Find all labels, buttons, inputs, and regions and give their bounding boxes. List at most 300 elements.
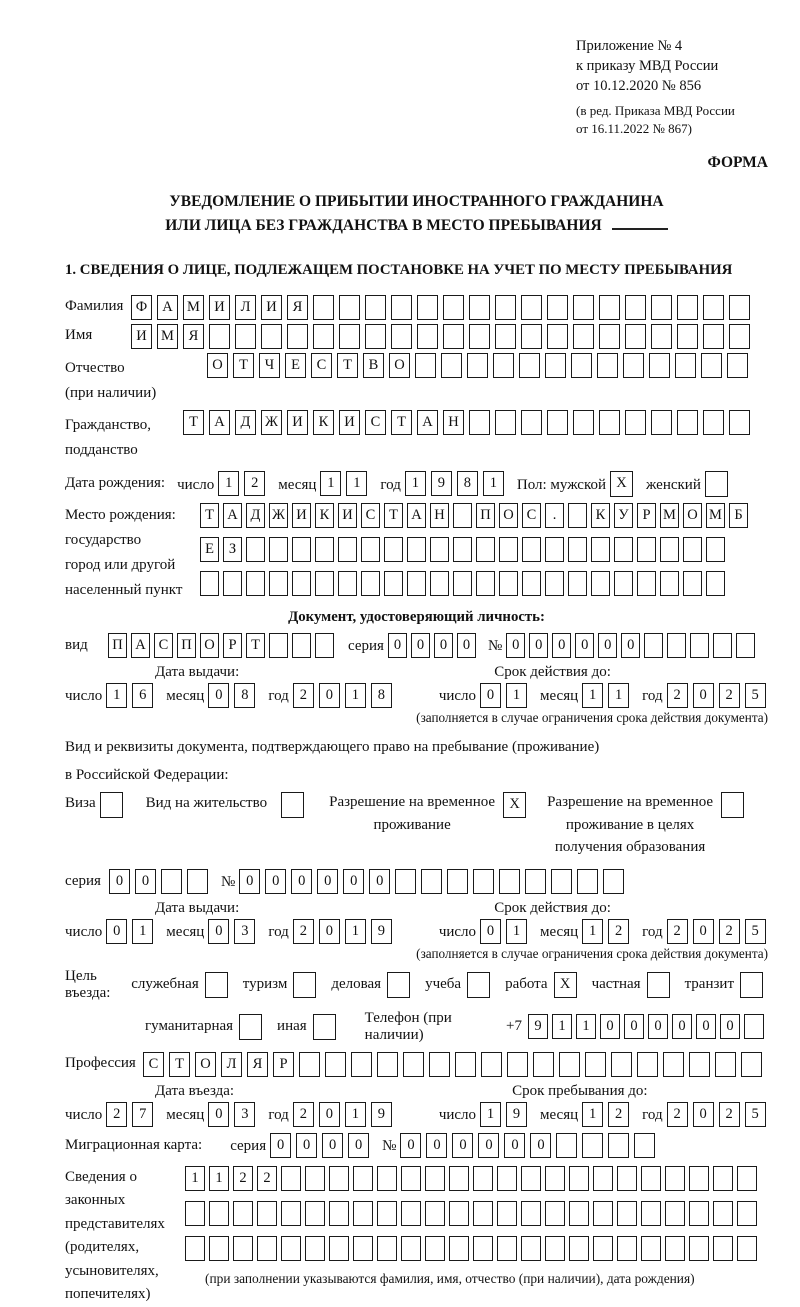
char-cell[interactable] xyxy=(521,1201,541,1226)
char-cell[interactable]: 0 xyxy=(388,633,407,658)
char-cell[interactable] xyxy=(689,1166,709,1191)
char-cell[interactable] xyxy=(651,295,672,320)
char-cell[interactable]: 0 xyxy=(506,633,525,658)
char-cell[interactable] xyxy=(495,295,516,320)
char-cell[interactable] xyxy=(703,410,724,435)
char-cell[interactable]: 0 xyxy=(478,1133,499,1158)
char-cell[interactable]: Ч xyxy=(259,353,280,378)
purpose-work-checkbox[interactable]: X xyxy=(554,972,577,998)
char-cell[interactable] xyxy=(395,869,416,894)
char-cell[interactable] xyxy=(473,1201,493,1226)
char-cell[interactable]: 1 xyxy=(582,919,603,944)
char-cell[interactable] xyxy=(233,1236,253,1261)
char-cell[interactable] xyxy=(599,295,620,320)
char-cell[interactable]: В xyxy=(363,353,384,378)
char-cell[interactable] xyxy=(637,571,656,596)
char-cell[interactable]: 2 xyxy=(233,1166,253,1191)
char-cell[interactable]: Т xyxy=(391,410,412,435)
char-cell[interactable]: 0 xyxy=(135,869,156,894)
char-cell[interactable]: 0 xyxy=(696,1014,716,1039)
char-cell[interactable] xyxy=(401,1166,421,1191)
char-cell[interactable]: Т xyxy=(169,1052,190,1077)
char-cell[interactable] xyxy=(660,571,679,596)
char-cell[interactable] xyxy=(665,1166,685,1191)
char-cell[interactable] xyxy=(377,1052,398,1077)
char-cell[interactable]: 5 xyxy=(745,683,766,708)
char-cell[interactable] xyxy=(727,353,748,378)
char-cell[interactable] xyxy=(715,1052,736,1077)
char-cell[interactable]: 2 xyxy=(608,1102,629,1127)
char-cell[interactable] xyxy=(689,1052,710,1077)
char-cell[interactable] xyxy=(269,537,288,562)
char-cell[interactable] xyxy=(292,633,311,658)
char-cell[interactable] xyxy=(361,537,380,562)
char-cell[interactable] xyxy=(499,571,518,596)
char-cell[interactable] xyxy=(545,1201,565,1226)
char-cell[interactable]: Д xyxy=(235,410,256,435)
char-cell[interactable] xyxy=(713,1201,733,1226)
char-cell[interactable]: 0 xyxy=(648,1014,668,1039)
char-cell[interactable]: 0 xyxy=(457,633,476,658)
char-cell[interactable] xyxy=(689,1236,709,1261)
char-cell[interactable] xyxy=(493,353,514,378)
char-cell[interactable]: И xyxy=(338,503,357,528)
char-cell[interactable]: Ж xyxy=(261,410,282,435)
char-cell[interactable] xyxy=(481,1052,502,1077)
char-cell[interactable]: И xyxy=(131,324,152,349)
char-cell[interactable] xyxy=(519,353,540,378)
char-cell[interactable]: 2 xyxy=(293,919,314,944)
char-cell[interactable] xyxy=(585,1052,606,1077)
char-cell[interactable]: Т xyxy=(384,503,403,528)
char-cell[interactable]: М xyxy=(706,503,725,528)
char-cell[interactable] xyxy=(495,324,516,349)
char-cell[interactable]: 1 xyxy=(132,919,153,944)
char-cell[interactable] xyxy=(521,1166,541,1191)
char-cell[interactable] xyxy=(737,1201,757,1226)
char-cell[interactable] xyxy=(401,1201,421,1226)
purpose-transit-checkbox[interactable] xyxy=(740,972,763,998)
char-cell[interactable]: 1 xyxy=(185,1166,205,1191)
char-cell[interactable] xyxy=(315,537,334,562)
char-cell[interactable] xyxy=(667,633,686,658)
char-cell[interactable] xyxy=(593,1236,613,1261)
char-cell[interactable]: С xyxy=(311,353,332,378)
char-cell[interactable] xyxy=(573,324,594,349)
char-cell[interactable]: 0 xyxy=(693,683,714,708)
char-cell[interactable] xyxy=(453,571,472,596)
char-cell[interactable] xyxy=(187,869,208,894)
male-checkbox[interactable]: X xyxy=(610,471,633,497)
char-cell[interactable]: Л xyxy=(235,295,256,320)
char-cell[interactable]: М xyxy=(183,295,204,320)
char-cell[interactable] xyxy=(577,869,598,894)
char-cell[interactable] xyxy=(430,537,449,562)
char-cell[interactable] xyxy=(623,353,644,378)
char-cell[interactable]: 0 xyxy=(208,1102,229,1127)
char-cell[interactable]: М xyxy=(660,503,679,528)
char-cell[interactable] xyxy=(185,1201,205,1226)
char-cell[interactable]: 2 xyxy=(293,683,314,708)
char-cell[interactable] xyxy=(315,633,334,658)
char-cell[interactable]: 0 xyxy=(693,919,714,944)
char-cell[interactable] xyxy=(281,1236,301,1261)
char-cell[interactable] xyxy=(729,410,750,435)
char-cell[interactable] xyxy=(522,537,541,562)
char-cell[interactable]: 0 xyxy=(480,683,501,708)
char-cell[interactable]: С xyxy=(143,1052,164,1077)
char-cell[interactable] xyxy=(455,1052,476,1077)
char-cell[interactable]: 0 xyxy=(239,869,260,894)
char-cell[interactable] xyxy=(417,324,438,349)
rvp-checkbox[interactable]: X xyxy=(503,792,526,818)
female-checkbox[interactable] xyxy=(705,471,728,497)
char-cell[interactable] xyxy=(521,1236,541,1261)
char-cell[interactable] xyxy=(703,324,724,349)
char-cell[interactable]: 5 xyxy=(745,1102,766,1127)
char-cell[interactable] xyxy=(339,295,360,320)
char-cell[interactable] xyxy=(469,324,490,349)
char-cell[interactable]: 2 xyxy=(293,1102,314,1127)
char-cell[interactable]: К xyxy=(591,503,610,528)
char-cell[interactable] xyxy=(313,295,334,320)
char-cell[interactable]: 1 xyxy=(218,471,239,496)
char-cell[interactable]: 0 xyxy=(109,869,130,894)
char-cell[interactable] xyxy=(599,410,620,435)
char-cell[interactable]: 0 xyxy=(529,633,548,658)
char-cell[interactable]: О xyxy=(499,503,518,528)
char-cell[interactable]: 1 xyxy=(483,471,504,496)
char-cell[interactable]: А xyxy=(157,295,178,320)
char-cell[interactable] xyxy=(161,869,182,894)
char-cell[interactable]: 1 xyxy=(346,471,367,496)
char-cell[interactable] xyxy=(473,1166,493,1191)
char-cell[interactable] xyxy=(533,1052,554,1077)
char-cell[interactable] xyxy=(449,1201,469,1226)
char-cell[interactable] xyxy=(703,295,724,320)
char-cell[interactable]: 1 xyxy=(405,471,426,496)
char-cell[interactable]: 0 xyxy=(322,1133,343,1158)
char-cell[interactable]: 0 xyxy=(552,633,571,658)
char-cell[interactable] xyxy=(384,537,403,562)
purpose-study-checkbox[interactable] xyxy=(467,972,490,998)
char-cell[interactable] xyxy=(223,571,242,596)
char-cell[interactable] xyxy=(713,633,732,658)
char-cell[interactable]: 0 xyxy=(291,869,312,894)
char-cell[interactable] xyxy=(736,633,755,658)
char-cell[interactable]: 0 xyxy=(480,919,501,944)
char-cell[interactable]: 2 xyxy=(719,683,740,708)
char-cell[interactable] xyxy=(185,1236,205,1261)
char-cell[interactable] xyxy=(338,537,357,562)
char-cell[interactable]: 1 xyxy=(506,683,527,708)
char-cell[interactable]: О xyxy=(195,1052,216,1077)
purpose-official-checkbox[interactable] xyxy=(205,972,228,998)
char-cell[interactable]: О xyxy=(207,353,228,378)
char-cell[interactable]: 1 xyxy=(480,1102,501,1127)
char-cell[interactable] xyxy=(233,1201,253,1226)
char-cell[interactable]: 1 xyxy=(582,683,603,708)
char-cell[interactable] xyxy=(547,410,568,435)
char-cell[interactable]: Т xyxy=(233,353,254,378)
char-cell[interactable]: 2 xyxy=(106,1102,127,1127)
char-cell[interactable] xyxy=(281,1166,301,1191)
char-cell[interactable] xyxy=(665,1236,685,1261)
char-cell[interactable] xyxy=(425,1201,445,1226)
char-cell[interactable]: 0 xyxy=(343,869,364,894)
char-cell[interactable]: 9 xyxy=(506,1102,527,1127)
visa-checkbox[interactable] xyxy=(100,792,123,818)
char-cell[interactable]: Н xyxy=(443,410,464,435)
char-cell[interactable] xyxy=(281,1201,301,1226)
char-cell[interactable] xyxy=(641,1201,661,1226)
char-cell[interactable] xyxy=(625,324,646,349)
char-cell[interactable] xyxy=(339,324,360,349)
char-cell[interactable] xyxy=(353,1166,373,1191)
char-cell[interactable] xyxy=(417,295,438,320)
char-cell[interactable]: 1 xyxy=(576,1014,596,1039)
char-cell[interactable] xyxy=(453,503,472,528)
char-cell[interactable] xyxy=(292,571,311,596)
char-cell[interactable] xyxy=(257,1236,277,1261)
rvp-edu-checkbox[interactable] xyxy=(721,792,744,818)
char-cell[interactable] xyxy=(689,1201,709,1226)
char-cell[interactable] xyxy=(407,571,426,596)
char-cell[interactable]: 0 xyxy=(348,1133,369,1158)
char-cell[interactable] xyxy=(625,410,646,435)
char-cell[interactable]: 8 xyxy=(371,683,392,708)
char-cell[interactable]: Н xyxy=(430,503,449,528)
char-cell[interactable]: 0 xyxy=(265,869,286,894)
char-cell[interactable] xyxy=(545,1236,565,1261)
char-cell[interactable] xyxy=(737,1236,757,1261)
char-cell[interactable]: Я xyxy=(247,1052,268,1077)
char-cell[interactable] xyxy=(545,1166,565,1191)
char-cell[interactable]: Б xyxy=(729,503,748,528)
char-cell[interactable] xyxy=(593,1201,613,1226)
char-cell[interactable]: 0 xyxy=(319,1102,340,1127)
purpose-other-checkbox[interactable] xyxy=(313,1014,336,1040)
char-cell[interactable] xyxy=(608,1133,629,1158)
char-cell[interactable]: 0 xyxy=(504,1133,525,1158)
char-cell[interactable]: Р xyxy=(637,503,656,528)
char-cell[interactable] xyxy=(741,1052,762,1077)
char-cell[interactable] xyxy=(329,1166,349,1191)
char-cell[interactable] xyxy=(305,1201,325,1226)
char-cell[interactable]: 0 xyxy=(270,1133,291,1158)
char-cell[interactable] xyxy=(329,1201,349,1226)
purpose-business-checkbox[interactable] xyxy=(387,972,410,998)
char-cell[interactable]: 2 xyxy=(667,1102,688,1127)
char-cell[interactable] xyxy=(353,1236,373,1261)
char-cell[interactable] xyxy=(377,1166,397,1191)
char-cell[interactable] xyxy=(573,295,594,320)
char-cell[interactable] xyxy=(569,1201,589,1226)
char-cell[interactable] xyxy=(591,537,610,562)
char-cell[interactable] xyxy=(209,1236,229,1261)
char-cell[interactable]: 2 xyxy=(608,919,629,944)
char-cell[interactable]: Е xyxy=(200,537,219,562)
char-cell[interactable] xyxy=(391,295,412,320)
char-cell[interactable] xyxy=(713,1236,733,1261)
char-cell[interactable] xyxy=(467,353,488,378)
char-cell[interactable]: 0 xyxy=(672,1014,692,1039)
char-cell[interactable] xyxy=(644,633,663,658)
char-cell[interactable]: 1 xyxy=(608,683,629,708)
char-cell[interactable] xyxy=(246,571,265,596)
char-cell[interactable] xyxy=(476,571,495,596)
char-cell[interactable]: И xyxy=(292,503,311,528)
char-cell[interactable] xyxy=(473,869,494,894)
char-cell[interactable]: 1 xyxy=(106,683,127,708)
char-cell[interactable] xyxy=(351,1052,372,1077)
char-cell[interactable] xyxy=(649,353,670,378)
char-cell[interactable]: П xyxy=(108,633,127,658)
char-cell[interactable]: . xyxy=(545,503,564,528)
char-cell[interactable]: 0 xyxy=(598,633,617,658)
char-cell[interactable] xyxy=(353,1201,373,1226)
char-cell[interactable] xyxy=(313,324,334,349)
char-cell[interactable]: Р xyxy=(273,1052,294,1077)
char-cell[interactable] xyxy=(497,1236,517,1261)
char-cell[interactable]: 0 xyxy=(106,919,127,944)
char-cell[interactable]: И xyxy=(261,295,282,320)
char-cell[interactable]: 8 xyxy=(234,683,255,708)
char-cell[interactable] xyxy=(430,571,449,596)
char-cell[interactable]: О xyxy=(683,503,702,528)
char-cell[interactable]: 6 xyxy=(132,683,153,708)
char-cell[interactable] xyxy=(269,571,288,596)
char-cell[interactable]: 0 xyxy=(208,919,229,944)
char-cell[interactable] xyxy=(365,324,386,349)
char-cell[interactable] xyxy=(525,869,546,894)
char-cell[interactable] xyxy=(325,1052,346,1077)
char-cell[interactable]: 7 xyxy=(132,1102,153,1127)
char-cell[interactable]: С xyxy=(154,633,173,658)
char-cell[interactable] xyxy=(522,571,541,596)
char-cell[interactable]: 9 xyxy=(528,1014,548,1039)
char-cell[interactable] xyxy=(729,295,750,320)
char-cell[interactable]: Ф xyxy=(131,295,152,320)
char-cell[interactable] xyxy=(429,1052,450,1077)
char-cell[interactable] xyxy=(425,1166,445,1191)
char-cell[interactable] xyxy=(545,571,564,596)
char-cell[interactable]: И xyxy=(209,295,230,320)
char-cell[interactable]: К xyxy=(313,410,334,435)
char-cell[interactable] xyxy=(384,571,403,596)
char-cell[interactable]: 2 xyxy=(719,1102,740,1127)
char-cell[interactable] xyxy=(200,571,219,596)
char-cell[interactable] xyxy=(677,324,698,349)
char-cell[interactable] xyxy=(209,1201,229,1226)
char-cell[interactable]: 0 xyxy=(317,869,338,894)
char-cell[interactable]: 2 xyxy=(257,1166,277,1191)
char-cell[interactable] xyxy=(683,537,702,562)
char-cell[interactable] xyxy=(453,537,472,562)
char-cell[interactable] xyxy=(329,1236,349,1261)
char-cell[interactable]: Р xyxy=(223,633,242,658)
char-cell[interactable]: 0 xyxy=(693,1102,714,1127)
char-cell[interactable] xyxy=(415,353,436,378)
char-cell[interactable]: 1 xyxy=(506,919,527,944)
purpose-private-checkbox[interactable] xyxy=(647,972,670,998)
char-cell[interactable] xyxy=(637,537,656,562)
char-cell[interactable] xyxy=(701,353,722,378)
char-cell[interactable] xyxy=(497,1166,517,1191)
char-cell[interactable]: О xyxy=(389,353,410,378)
char-cell[interactable] xyxy=(603,869,624,894)
char-cell[interactable] xyxy=(407,537,426,562)
char-cell[interactable]: 1 xyxy=(552,1014,572,1039)
char-cell[interactable] xyxy=(497,1201,517,1226)
char-cell[interactable]: С xyxy=(365,410,386,435)
char-cell[interactable] xyxy=(614,571,633,596)
char-cell[interactable]: 2 xyxy=(667,683,688,708)
char-cell[interactable]: 5 xyxy=(745,919,766,944)
char-cell[interactable] xyxy=(287,324,308,349)
char-cell[interactable]: П xyxy=(177,633,196,658)
char-cell[interactable]: 1 xyxy=(582,1102,603,1127)
char-cell[interactable]: А xyxy=(417,410,438,435)
char-cell[interactable]: И xyxy=(287,410,308,435)
char-cell[interactable] xyxy=(365,295,386,320)
char-cell[interactable] xyxy=(637,1052,658,1077)
char-cell[interactable] xyxy=(729,324,750,349)
char-cell[interactable] xyxy=(651,410,672,435)
char-cell[interactable] xyxy=(568,571,587,596)
char-cell[interactable]: 1 xyxy=(320,471,341,496)
char-cell[interactable]: М xyxy=(157,324,178,349)
char-cell[interactable] xyxy=(611,1052,632,1077)
char-cell[interactable] xyxy=(713,1166,733,1191)
char-cell[interactable] xyxy=(582,1133,603,1158)
char-cell[interactable] xyxy=(591,571,610,596)
char-cell[interactable] xyxy=(377,1236,397,1261)
char-cell[interactable]: 0 xyxy=(452,1133,473,1158)
char-cell[interactable] xyxy=(521,324,542,349)
char-cell[interactable]: З xyxy=(223,537,242,562)
char-cell[interactable] xyxy=(706,571,725,596)
char-cell[interactable]: У xyxy=(614,503,633,528)
char-cell[interactable]: 0 xyxy=(319,919,340,944)
char-cell[interactable] xyxy=(495,410,516,435)
char-cell[interactable] xyxy=(246,537,265,562)
char-cell[interactable]: 0 xyxy=(369,869,390,894)
char-cell[interactable] xyxy=(305,1236,325,1261)
char-cell[interactable] xyxy=(569,1236,589,1261)
char-cell[interactable] xyxy=(257,1201,277,1226)
char-cell[interactable] xyxy=(469,410,490,435)
char-cell[interactable] xyxy=(521,295,542,320)
char-cell[interactable] xyxy=(651,324,672,349)
char-cell[interactable]: 0 xyxy=(434,633,453,658)
char-cell[interactable]: А xyxy=(131,633,150,658)
char-cell[interactable]: К xyxy=(315,503,334,528)
char-cell[interactable]: 0 xyxy=(319,683,340,708)
char-cell[interactable] xyxy=(421,869,442,894)
char-cell[interactable]: Т xyxy=(337,353,358,378)
char-cell[interactable]: 3 xyxy=(234,1102,255,1127)
char-cell[interactable] xyxy=(521,410,542,435)
char-cell[interactable] xyxy=(235,324,256,349)
char-cell[interactable] xyxy=(507,1052,528,1077)
char-cell[interactable] xyxy=(559,1052,580,1077)
char-cell[interactable]: А xyxy=(223,503,242,528)
char-cell[interactable] xyxy=(599,324,620,349)
char-cell[interactable] xyxy=(571,353,592,378)
char-cell[interactable] xyxy=(663,1052,684,1077)
char-cell[interactable]: Я xyxy=(183,324,204,349)
